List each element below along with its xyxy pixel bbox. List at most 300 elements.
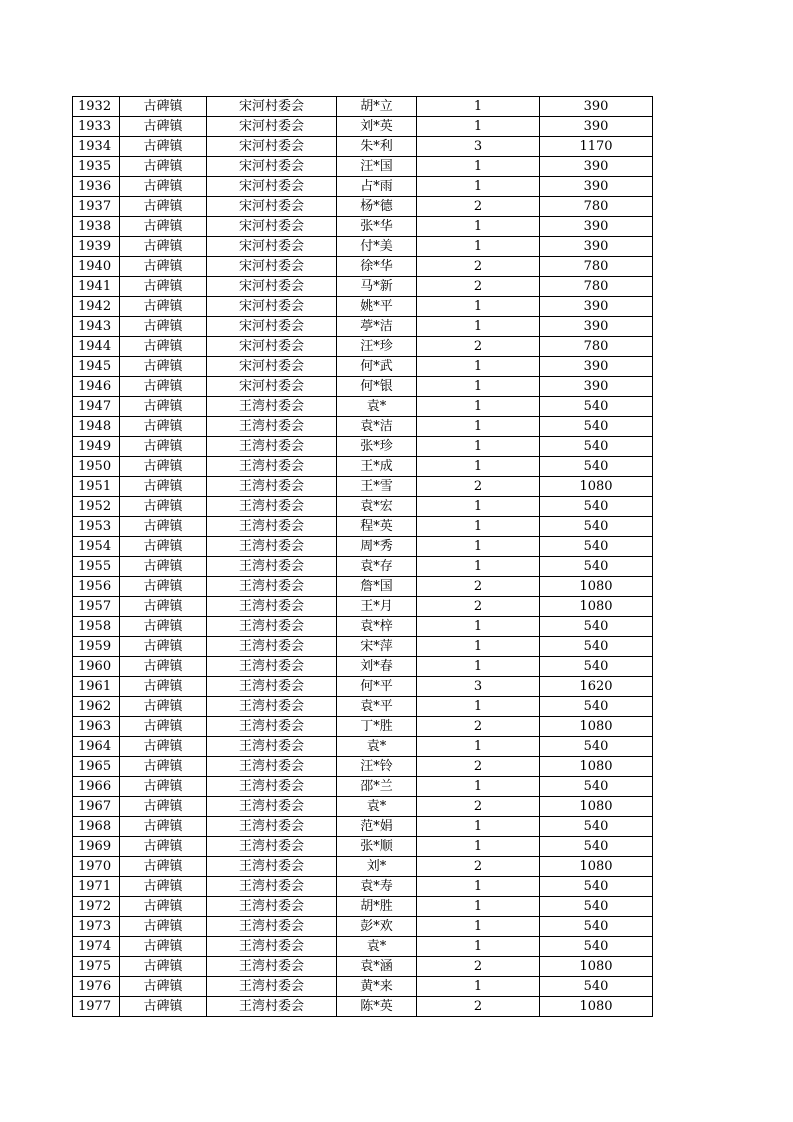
row-number-cell: 1961 bbox=[73, 677, 120, 697]
name-cell: 彭*欢 bbox=[337, 917, 417, 937]
amount-cell: 1080 bbox=[540, 717, 653, 737]
name-cell: 朱*利 bbox=[337, 137, 417, 157]
table-row bbox=[73, 477, 653, 497]
count-cell: 1 bbox=[417, 517, 540, 537]
table-body bbox=[73, 97, 653, 1017]
row-number-cell: 1934 bbox=[73, 137, 120, 157]
town-cell: 古碑镇 bbox=[120, 857, 207, 877]
name-cell: 张*顺 bbox=[337, 837, 417, 857]
table-row bbox=[73, 457, 653, 477]
amount-cell: 540 bbox=[540, 537, 653, 557]
count-cell: 1 bbox=[417, 217, 540, 237]
village-committee-cell: 宋河村委会 bbox=[207, 337, 337, 357]
amount-cell: 390 bbox=[540, 377, 653, 397]
town-cell: 古碑镇 bbox=[120, 997, 207, 1017]
name-cell: 占*雨 bbox=[337, 177, 417, 197]
amount-cell: 540 bbox=[540, 557, 653, 577]
count-cell: 1 bbox=[417, 177, 540, 197]
count-cell: 2 bbox=[417, 797, 540, 817]
table-row bbox=[73, 757, 653, 777]
table-row bbox=[73, 437, 653, 457]
row-number-cell: 1951 bbox=[73, 477, 120, 497]
name-cell: 袁*宏 bbox=[337, 497, 417, 517]
village-committee-cell: 宋河村委会 bbox=[207, 377, 337, 397]
table-row bbox=[73, 297, 653, 317]
count-cell: 1 bbox=[417, 457, 540, 477]
town-cell: 古碑镇 bbox=[120, 97, 207, 117]
amount-cell: 1080 bbox=[540, 857, 653, 877]
name-cell: 周*秀 bbox=[337, 537, 417, 557]
town-cell: 古碑镇 bbox=[120, 477, 207, 497]
table-row bbox=[73, 837, 653, 857]
row-number-cell: 1953 bbox=[73, 517, 120, 537]
amount-cell: 540 bbox=[540, 877, 653, 897]
count-cell: 2 bbox=[417, 597, 540, 617]
village-committee-cell: 王湾村委会 bbox=[207, 797, 337, 817]
row-number-cell: 1935 bbox=[73, 157, 120, 177]
town-cell: 古碑镇 bbox=[120, 617, 207, 637]
table-row bbox=[73, 997, 653, 1017]
row-number-cell: 1977 bbox=[73, 997, 120, 1017]
amount-cell: 1080 bbox=[540, 957, 653, 977]
amount-cell: 540 bbox=[540, 617, 653, 637]
row-number-cell: 1975 bbox=[73, 957, 120, 977]
row-number-cell: 1959 bbox=[73, 637, 120, 657]
row-number-cell: 1947 bbox=[73, 397, 120, 417]
name-cell: 袁*洁 bbox=[337, 417, 417, 437]
town-cell: 古碑镇 bbox=[120, 377, 207, 397]
town-cell: 古碑镇 bbox=[120, 917, 207, 937]
amount-cell: 390 bbox=[540, 117, 653, 137]
town-cell: 古碑镇 bbox=[120, 837, 207, 857]
table-row bbox=[73, 877, 653, 897]
village-committee-cell: 王湾村委会 bbox=[207, 937, 337, 957]
village-committee-cell: 宋河村委会 bbox=[207, 257, 337, 277]
name-cell: 张*珍 bbox=[337, 437, 417, 457]
count-cell: 2 bbox=[417, 997, 540, 1017]
row-number-cell: 1932 bbox=[73, 97, 120, 117]
amount-cell: 540 bbox=[540, 497, 653, 517]
name-cell: 刘*春 bbox=[337, 657, 417, 677]
amount-cell: 1080 bbox=[540, 477, 653, 497]
count-cell: 2 bbox=[417, 277, 540, 297]
town-cell: 古碑镇 bbox=[120, 757, 207, 777]
amount-cell: 540 bbox=[540, 917, 653, 937]
name-cell: 王*成 bbox=[337, 457, 417, 477]
row-number-cell: 1962 bbox=[73, 697, 120, 717]
table-row bbox=[73, 777, 653, 797]
village-committee-cell: 宋河村委会 bbox=[207, 137, 337, 157]
row-number-cell: 1968 bbox=[73, 817, 120, 837]
village-committee-cell: 宋河村委会 bbox=[207, 177, 337, 197]
village-committee-cell: 宋河村委会 bbox=[207, 237, 337, 257]
town-cell: 古碑镇 bbox=[120, 577, 207, 597]
name-cell: 胡*立 bbox=[337, 97, 417, 117]
count-cell: 1 bbox=[417, 97, 540, 117]
amount-cell: 1170 bbox=[540, 137, 653, 157]
amount-cell: 540 bbox=[540, 837, 653, 857]
row-number-cell: 1956 bbox=[73, 577, 120, 597]
town-cell: 古碑镇 bbox=[120, 257, 207, 277]
row-number-cell: 1941 bbox=[73, 277, 120, 297]
town-cell: 古碑镇 bbox=[120, 217, 207, 237]
name-cell: 宋*萍 bbox=[337, 637, 417, 657]
village-committee-cell: 王湾村委会 bbox=[207, 477, 337, 497]
table-row bbox=[73, 397, 653, 417]
table-row bbox=[73, 957, 653, 977]
town-cell: 古碑镇 bbox=[120, 197, 207, 217]
row-number-cell: 1963 bbox=[73, 717, 120, 737]
row-number-cell: 1969 bbox=[73, 837, 120, 857]
count-cell: 1 bbox=[417, 637, 540, 657]
town-cell: 古碑镇 bbox=[120, 517, 207, 537]
row-number-cell: 1964 bbox=[73, 737, 120, 757]
table-row bbox=[73, 157, 653, 177]
amount-cell: 540 bbox=[540, 937, 653, 957]
name-cell: 王*雪 bbox=[337, 477, 417, 497]
village-committee-cell: 王湾村委会 bbox=[207, 897, 337, 917]
row-number-cell: 1954 bbox=[73, 537, 120, 557]
name-cell: 汪*国 bbox=[337, 157, 417, 177]
row-number-cell: 1943 bbox=[73, 317, 120, 337]
row-number-cell: 1958 bbox=[73, 617, 120, 637]
amount-cell: 780 bbox=[540, 197, 653, 217]
name-cell: 袁* bbox=[337, 937, 417, 957]
row-number-cell: 1952 bbox=[73, 497, 120, 517]
count-cell: 1 bbox=[417, 617, 540, 637]
row-number-cell: 1942 bbox=[73, 297, 120, 317]
amount-cell: 540 bbox=[540, 517, 653, 537]
table-row bbox=[73, 237, 653, 257]
name-cell: 袁* bbox=[337, 737, 417, 757]
count-cell: 1 bbox=[417, 157, 540, 177]
table-row bbox=[73, 357, 653, 377]
name-cell: 徐*华 bbox=[337, 257, 417, 277]
name-cell: 袁* bbox=[337, 797, 417, 817]
village-committee-cell: 王湾村委会 bbox=[207, 417, 337, 437]
town-cell: 古碑镇 bbox=[120, 157, 207, 177]
amount-cell: 780 bbox=[540, 257, 653, 277]
count-cell: 1 bbox=[417, 917, 540, 937]
amount-cell: 540 bbox=[540, 817, 653, 837]
village-committee-cell: 王湾村委会 bbox=[207, 877, 337, 897]
table-row bbox=[73, 217, 653, 237]
amount-cell: 540 bbox=[540, 417, 653, 437]
village-committee-cell: 宋河村委会 bbox=[207, 197, 337, 217]
table-row bbox=[73, 637, 653, 657]
table-row bbox=[73, 417, 653, 437]
town-cell: 古碑镇 bbox=[120, 317, 207, 337]
amount-cell: 540 bbox=[540, 397, 653, 417]
count-cell: 1 bbox=[417, 437, 540, 457]
table-row bbox=[73, 197, 653, 217]
village-committee-cell: 王湾村委会 bbox=[207, 717, 337, 737]
count-cell: 2 bbox=[417, 577, 540, 597]
village-committee-cell: 王湾村委会 bbox=[207, 837, 337, 857]
town-cell: 古碑镇 bbox=[120, 117, 207, 137]
town-cell: 古碑镇 bbox=[120, 957, 207, 977]
amount-cell: 1080 bbox=[540, 577, 653, 597]
row-number-cell: 1939 bbox=[73, 237, 120, 257]
town-cell: 古碑镇 bbox=[120, 297, 207, 317]
row-number-cell: 1957 bbox=[73, 597, 120, 617]
town-cell: 古碑镇 bbox=[120, 237, 207, 257]
count-cell: 1 bbox=[417, 417, 540, 437]
count-cell: 1 bbox=[417, 397, 540, 417]
count-cell: 1 bbox=[417, 657, 540, 677]
village-committee-cell: 宋河村委会 bbox=[207, 217, 337, 237]
count-cell: 1 bbox=[417, 497, 540, 517]
amount-cell: 540 bbox=[540, 697, 653, 717]
count-cell: 3 bbox=[417, 137, 540, 157]
table-row bbox=[73, 517, 653, 537]
amount-cell: 540 bbox=[540, 457, 653, 477]
row-number-cell: 1946 bbox=[73, 377, 120, 397]
name-cell: 胡*胜 bbox=[337, 897, 417, 917]
village-committee-cell: 王湾村委会 bbox=[207, 997, 337, 1017]
count-cell: 2 bbox=[417, 197, 540, 217]
village-committee-cell: 王湾村委会 bbox=[207, 857, 337, 877]
count-cell: 2 bbox=[417, 257, 540, 277]
name-cell: 葶*洁 bbox=[337, 317, 417, 337]
row-number-cell: 1937 bbox=[73, 197, 120, 217]
village-committee-cell: 王湾村委会 bbox=[207, 457, 337, 477]
count-cell: 1 bbox=[417, 737, 540, 757]
data-table bbox=[72, 96, 653, 1017]
town-cell: 古碑镇 bbox=[120, 737, 207, 757]
village-committee-cell: 王湾村委会 bbox=[207, 557, 337, 577]
town-cell: 古碑镇 bbox=[120, 357, 207, 377]
village-committee-cell: 王湾村委会 bbox=[207, 977, 337, 997]
town-cell: 古碑镇 bbox=[120, 697, 207, 717]
row-number-cell: 1940 bbox=[73, 257, 120, 277]
name-cell: 王*月 bbox=[337, 597, 417, 617]
row-number-cell: 1960 bbox=[73, 657, 120, 677]
village-committee-cell: 王湾村委会 bbox=[207, 497, 337, 517]
row-number-cell: 1948 bbox=[73, 417, 120, 437]
amount-cell: 390 bbox=[540, 157, 653, 177]
amount-cell: 1080 bbox=[540, 597, 653, 617]
village-committee-cell: 王湾村委会 bbox=[207, 637, 337, 657]
name-cell: 张*华 bbox=[337, 217, 417, 237]
table-row bbox=[73, 677, 653, 697]
town-cell: 古碑镇 bbox=[120, 677, 207, 697]
table-row bbox=[73, 497, 653, 517]
town-cell: 古碑镇 bbox=[120, 557, 207, 577]
count-cell: 1 bbox=[417, 937, 540, 957]
count-cell: 1 bbox=[417, 837, 540, 857]
table-row bbox=[73, 317, 653, 337]
name-cell: 汪*铃 bbox=[337, 757, 417, 777]
row-number-cell: 1967 bbox=[73, 797, 120, 817]
table-row bbox=[73, 117, 653, 137]
table-row bbox=[73, 717, 653, 737]
town-cell: 古碑镇 bbox=[120, 497, 207, 517]
count-cell: 2 bbox=[417, 337, 540, 357]
town-cell: 古碑镇 bbox=[120, 797, 207, 817]
count-cell: 2 bbox=[417, 477, 540, 497]
count-cell: 1 bbox=[417, 877, 540, 897]
village-committee-cell: 宋河村委会 bbox=[207, 317, 337, 337]
table-row bbox=[73, 657, 653, 677]
table-row bbox=[73, 817, 653, 837]
table-row bbox=[73, 577, 653, 597]
name-cell: 袁*涵 bbox=[337, 957, 417, 977]
row-number-cell: 1970 bbox=[73, 857, 120, 877]
village-committee-cell: 王湾村委会 bbox=[207, 577, 337, 597]
village-committee-cell: 王湾村委会 bbox=[207, 737, 337, 757]
town-cell: 古碑镇 bbox=[120, 457, 207, 477]
table-row bbox=[73, 557, 653, 577]
row-number-cell: 1945 bbox=[73, 357, 120, 377]
count-cell: 1 bbox=[417, 357, 540, 377]
count-cell: 2 bbox=[417, 957, 540, 977]
table-row bbox=[73, 917, 653, 937]
amount-cell: 390 bbox=[540, 177, 653, 197]
name-cell: 邵*兰 bbox=[337, 777, 417, 797]
table-row bbox=[73, 177, 653, 197]
town-cell: 古碑镇 bbox=[120, 937, 207, 957]
table-row bbox=[73, 617, 653, 637]
amount-cell: 780 bbox=[540, 277, 653, 297]
village-committee-cell: 王湾村委会 bbox=[207, 777, 337, 797]
name-cell: 詹*国 bbox=[337, 577, 417, 597]
table-row bbox=[73, 797, 653, 817]
name-cell: 何*武 bbox=[337, 357, 417, 377]
table-row bbox=[73, 257, 653, 277]
village-committee-cell: 王湾村委会 bbox=[207, 917, 337, 937]
row-number-cell: 1973 bbox=[73, 917, 120, 937]
town-cell: 古碑镇 bbox=[120, 137, 207, 157]
table-row bbox=[73, 377, 653, 397]
amount-cell: 390 bbox=[540, 317, 653, 337]
town-cell: 古碑镇 bbox=[120, 337, 207, 357]
town-cell: 古碑镇 bbox=[120, 437, 207, 457]
count-cell: 1 bbox=[417, 377, 540, 397]
count-cell: 1 bbox=[417, 297, 540, 317]
row-number-cell: 1938 bbox=[73, 217, 120, 237]
town-cell: 古碑镇 bbox=[120, 897, 207, 917]
amount-cell: 1080 bbox=[540, 997, 653, 1017]
amount-cell: 390 bbox=[540, 297, 653, 317]
amount-cell: 390 bbox=[540, 97, 653, 117]
village-committee-cell: 王湾村委会 bbox=[207, 677, 337, 697]
count-cell: 2 bbox=[417, 757, 540, 777]
count-cell: 1 bbox=[417, 817, 540, 837]
row-number-cell: 1966 bbox=[73, 777, 120, 797]
amount-cell: 540 bbox=[540, 977, 653, 997]
count-cell: 1 bbox=[417, 777, 540, 797]
name-cell: 何*银 bbox=[337, 377, 417, 397]
village-committee-cell: 王湾村委会 bbox=[207, 817, 337, 837]
name-cell: 丁*胜 bbox=[337, 717, 417, 737]
town-cell: 古碑镇 bbox=[120, 177, 207, 197]
amount-cell: 540 bbox=[540, 777, 653, 797]
count-cell: 1 bbox=[417, 977, 540, 997]
count-cell: 1 bbox=[417, 317, 540, 337]
name-cell: 黄*来 bbox=[337, 977, 417, 997]
table-row bbox=[73, 897, 653, 917]
table-row bbox=[73, 857, 653, 877]
row-number-cell: 1955 bbox=[73, 557, 120, 577]
row-number-cell: 1933 bbox=[73, 117, 120, 137]
town-cell: 古碑镇 bbox=[120, 417, 207, 437]
name-cell: 袁*平 bbox=[337, 697, 417, 717]
table-row bbox=[73, 137, 653, 157]
name-cell: 姚*平 bbox=[337, 297, 417, 317]
table-row bbox=[73, 97, 653, 117]
village-committee-cell: 王湾村委会 bbox=[207, 537, 337, 557]
row-number-cell: 1976 bbox=[73, 977, 120, 997]
town-cell: 古碑镇 bbox=[120, 597, 207, 617]
count-cell: 2 bbox=[417, 717, 540, 737]
count-cell: 1 bbox=[417, 117, 540, 137]
village-committee-cell: 王湾村委会 bbox=[207, 757, 337, 777]
name-cell: 马*新 bbox=[337, 277, 417, 297]
count-cell: 1 bbox=[417, 697, 540, 717]
amount-cell: 390 bbox=[540, 237, 653, 257]
count-cell: 1 bbox=[417, 897, 540, 917]
village-committee-cell: 王湾村委会 bbox=[207, 397, 337, 417]
amount-cell: 540 bbox=[540, 637, 653, 657]
count-cell: 1 bbox=[417, 237, 540, 257]
table-row bbox=[73, 277, 653, 297]
town-cell: 古碑镇 bbox=[120, 277, 207, 297]
name-cell: 袁*梓 bbox=[337, 617, 417, 637]
table-row bbox=[73, 737, 653, 757]
village-committee-cell: 王湾村委会 bbox=[207, 957, 337, 977]
row-number-cell: 1950 bbox=[73, 457, 120, 477]
town-cell: 古碑镇 bbox=[120, 877, 207, 897]
amount-cell: 540 bbox=[540, 897, 653, 917]
village-committee-cell: 宋河村委会 bbox=[207, 157, 337, 177]
name-cell: 刘* bbox=[337, 857, 417, 877]
village-committee-cell: 宋河村委会 bbox=[207, 357, 337, 377]
table-row bbox=[73, 977, 653, 997]
count-cell: 3 bbox=[417, 677, 540, 697]
row-number-cell: 1936 bbox=[73, 177, 120, 197]
amount-cell: 1080 bbox=[540, 797, 653, 817]
village-committee-cell: 王湾村委会 bbox=[207, 437, 337, 457]
table-row bbox=[73, 697, 653, 717]
count-cell: 1 bbox=[417, 557, 540, 577]
village-committee-cell: 宋河村委会 bbox=[207, 297, 337, 317]
town-cell: 古碑镇 bbox=[120, 537, 207, 557]
village-committee-cell: 王湾村委会 bbox=[207, 617, 337, 637]
village-committee-cell: 王湾村委会 bbox=[207, 697, 337, 717]
name-cell: 汪*珍 bbox=[337, 337, 417, 357]
count-cell: 1 bbox=[417, 537, 540, 557]
town-cell: 古碑镇 bbox=[120, 657, 207, 677]
town-cell: 古碑镇 bbox=[120, 817, 207, 837]
name-cell: 袁*存 bbox=[337, 557, 417, 577]
amount-cell: 390 bbox=[540, 357, 653, 377]
amount-cell: 1620 bbox=[540, 677, 653, 697]
name-cell: 付*美 bbox=[337, 237, 417, 257]
village-committee-cell: 王湾村委会 bbox=[207, 597, 337, 617]
table-row bbox=[73, 937, 653, 957]
village-committee-cell: 宋河村委会 bbox=[207, 117, 337, 137]
village-committee-cell: 王湾村委会 bbox=[207, 657, 337, 677]
town-cell: 古碑镇 bbox=[120, 777, 207, 797]
row-number-cell: 1971 bbox=[73, 877, 120, 897]
amount-cell: 780 bbox=[540, 337, 653, 357]
count-cell: 2 bbox=[417, 857, 540, 877]
name-cell: 袁* bbox=[337, 397, 417, 417]
amount-cell: 540 bbox=[540, 437, 653, 457]
town-cell: 古碑镇 bbox=[120, 717, 207, 737]
name-cell: 杨*德 bbox=[337, 197, 417, 217]
